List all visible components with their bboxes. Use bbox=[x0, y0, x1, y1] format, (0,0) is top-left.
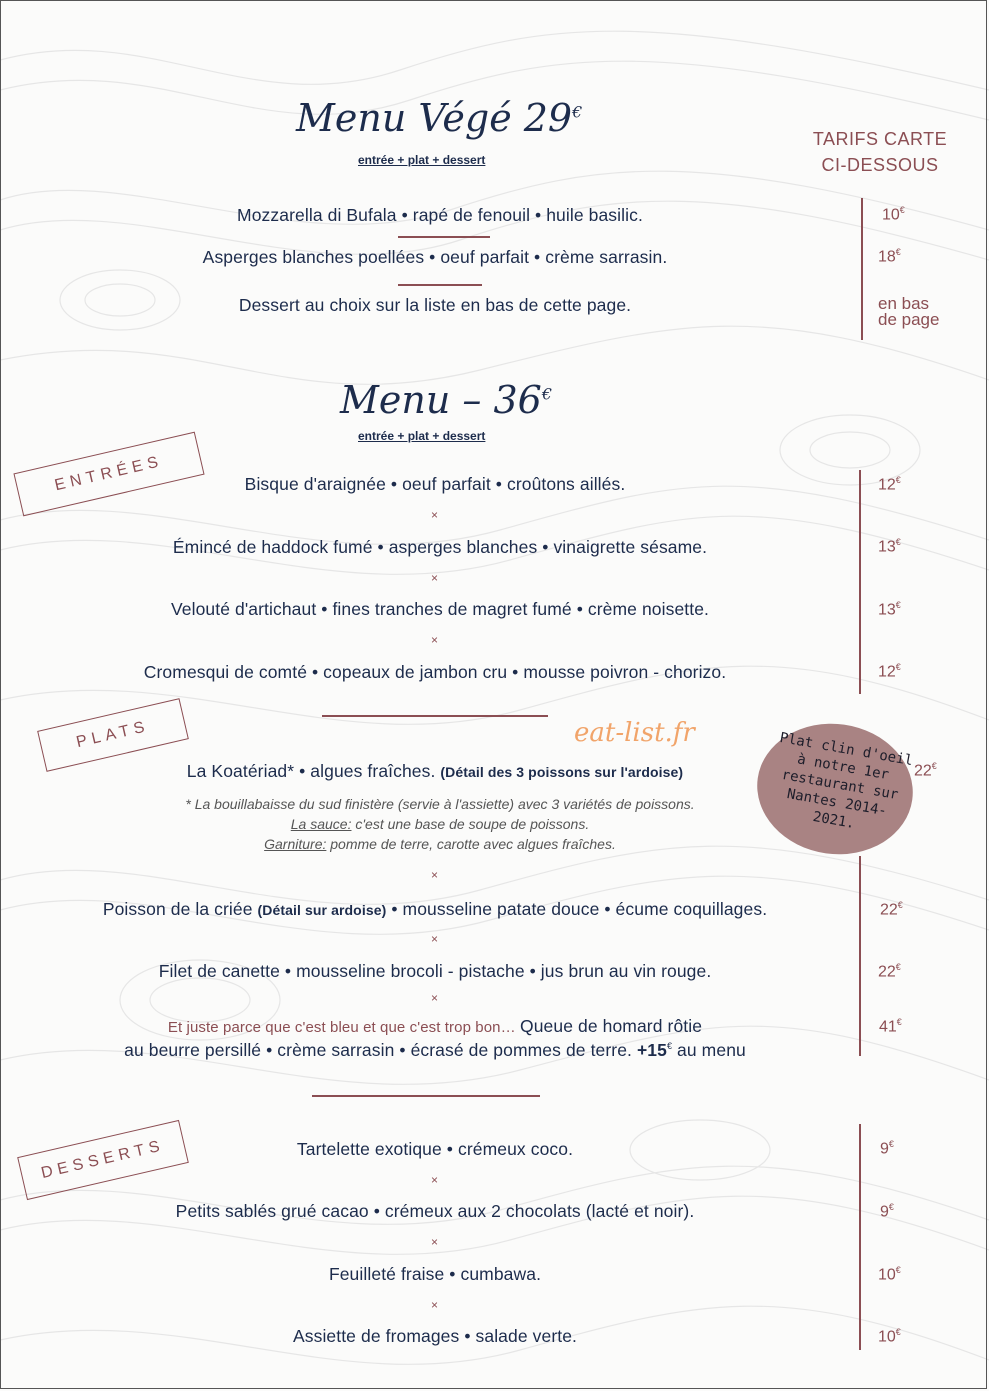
price: 13€ bbox=[878, 537, 901, 556]
menu-vege-subtitle: entrée + plat + dessert bbox=[358, 153, 486, 167]
price: 22€ bbox=[880, 900, 903, 919]
dessert-item-4: Assiette de fromages • salade verte. bbox=[292, 1326, 578, 1346]
separator: × bbox=[431, 633, 439, 647]
separator: × bbox=[431, 1235, 439, 1249]
price: 22€ bbox=[878, 962, 901, 981]
dessert-item-1: Tartelette exotique • crémeux coco. bbox=[296, 1139, 574, 1159]
watermark: eat-list.fr bbox=[574, 718, 695, 748]
section-divider bbox=[312, 1095, 540, 1097]
price: 10€ bbox=[882, 205, 905, 224]
koateriad-note-1: * La bouillabaisse du sud finistère (servie à l'assiette) avec 3 variétés de poissons. bbox=[185, 796, 695, 812]
price-en-bas: en bas de page bbox=[878, 294, 940, 329]
price: 13€ bbox=[878, 600, 901, 619]
menu-vege-item-2: Asperges blanches poellées • oeuf parfait • crème sarrasin. bbox=[202, 247, 668, 267]
plat-canette: Filet de canette • mousseline brocoli - pistache • jus brun au vin rouge. bbox=[158, 961, 712, 981]
separator: × bbox=[431, 932, 439, 946]
price: 41€ bbox=[879, 1017, 902, 1036]
badge-text: Plat clin d'oeil à notre 1er restaurant sur Nantes 2014-2021. bbox=[778, 729, 915, 832]
plat-poisson: Poisson de la criée (Détail sur ardoise) • mousseline patate douce • écume coquillages. bbox=[102, 899, 768, 919]
menu-vege-item-1: Mozzarella di Bufala • rapé de fenouil • huile basilic. bbox=[237, 205, 643, 225]
separator: × bbox=[431, 991, 439, 1005]
entree-item-4: Cromesqui de comté • copeaux de jambon cru • mousse poivron - chorizo. bbox=[143, 662, 727, 682]
plat-homard-l1: Et juste parce que c'est bleu et que c'est trop bon… Queue de homard rôtie bbox=[167, 1016, 703, 1036]
menu-title: Menu – 36€ bbox=[340, 378, 553, 422]
tarifs-note bbox=[800, 126, 960, 178]
koateriad-note-3: Garniture: pomme de terre, carotte avec algues fraîches. bbox=[264, 836, 616, 852]
menu-vege-title: Menu Végé 29€ bbox=[296, 96, 583, 140]
separator: × bbox=[431, 571, 439, 585]
stamp-entrees: ENTRÉES bbox=[13, 432, 204, 517]
price: 10€ bbox=[878, 1327, 901, 1346]
dessert-item-2: Petits sablés grué cacao • crémeux aux 2 chocolats (lacté et noir). bbox=[175, 1201, 695, 1221]
price: 12€ bbox=[878, 662, 901, 681]
separator: × bbox=[431, 1298, 439, 1312]
entree-item-3: Velouté d'artichaut • fines tranches de magret fumé • crème noisette. bbox=[170, 599, 710, 619]
separator: × bbox=[431, 508, 439, 522]
price: 12€ bbox=[878, 475, 901, 494]
plat-homard-l2: au beurre persillé • crème sarrasin • écrasé de pommes de terre. +15€ au menu bbox=[124, 1040, 746, 1060]
tarifs-line2: CI-DESSOUS bbox=[821, 155, 939, 175]
entree-item-2: Émincé de haddock fumé • asperges blanches • vinaigrette sésame. bbox=[172, 537, 708, 557]
price: 10€ bbox=[878, 1265, 901, 1284]
tarifs-line1: TARIFS CARTE bbox=[812, 129, 948, 149]
divider bbox=[398, 284, 482, 286]
price-bar bbox=[859, 1124, 861, 1350]
price-bar bbox=[859, 470, 861, 694]
menu-subtitle: entrée + plat + dessert bbox=[358, 429, 486, 443]
dessert-item-3: Feuilleté fraise • cumbawa. bbox=[328, 1264, 542, 1284]
price: 18€ bbox=[878, 247, 901, 266]
stamp-desserts: DESSERTS bbox=[17, 1120, 189, 1200]
plat-koateriad: La Koatériad* • algues fraîches. (Détail des 3 poissons sur l'ardoise) bbox=[186, 761, 684, 781]
price: 9€ bbox=[880, 1202, 894, 1221]
menu-vege-item-3: Dessert au choix sur la liste en bas de cette page. bbox=[238, 295, 632, 315]
price: 9€ bbox=[880, 1139, 894, 1158]
divider bbox=[398, 236, 490, 238]
stamp-plats: PLATS bbox=[37, 698, 189, 772]
price-bar bbox=[859, 856, 861, 1056]
entree-item-1: Bisque d'araignée • oeuf parfait • croûtons aillés. bbox=[244, 474, 626, 494]
price: 22€ bbox=[914, 761, 937, 780]
separator: × bbox=[431, 1173, 439, 1187]
section-divider bbox=[322, 715, 548, 717]
price-bar bbox=[861, 198, 863, 340]
koateriad-note-2: La sauce: c'est une base de soupe de poissons. bbox=[290, 816, 590, 832]
separator: × bbox=[431, 868, 439, 882]
